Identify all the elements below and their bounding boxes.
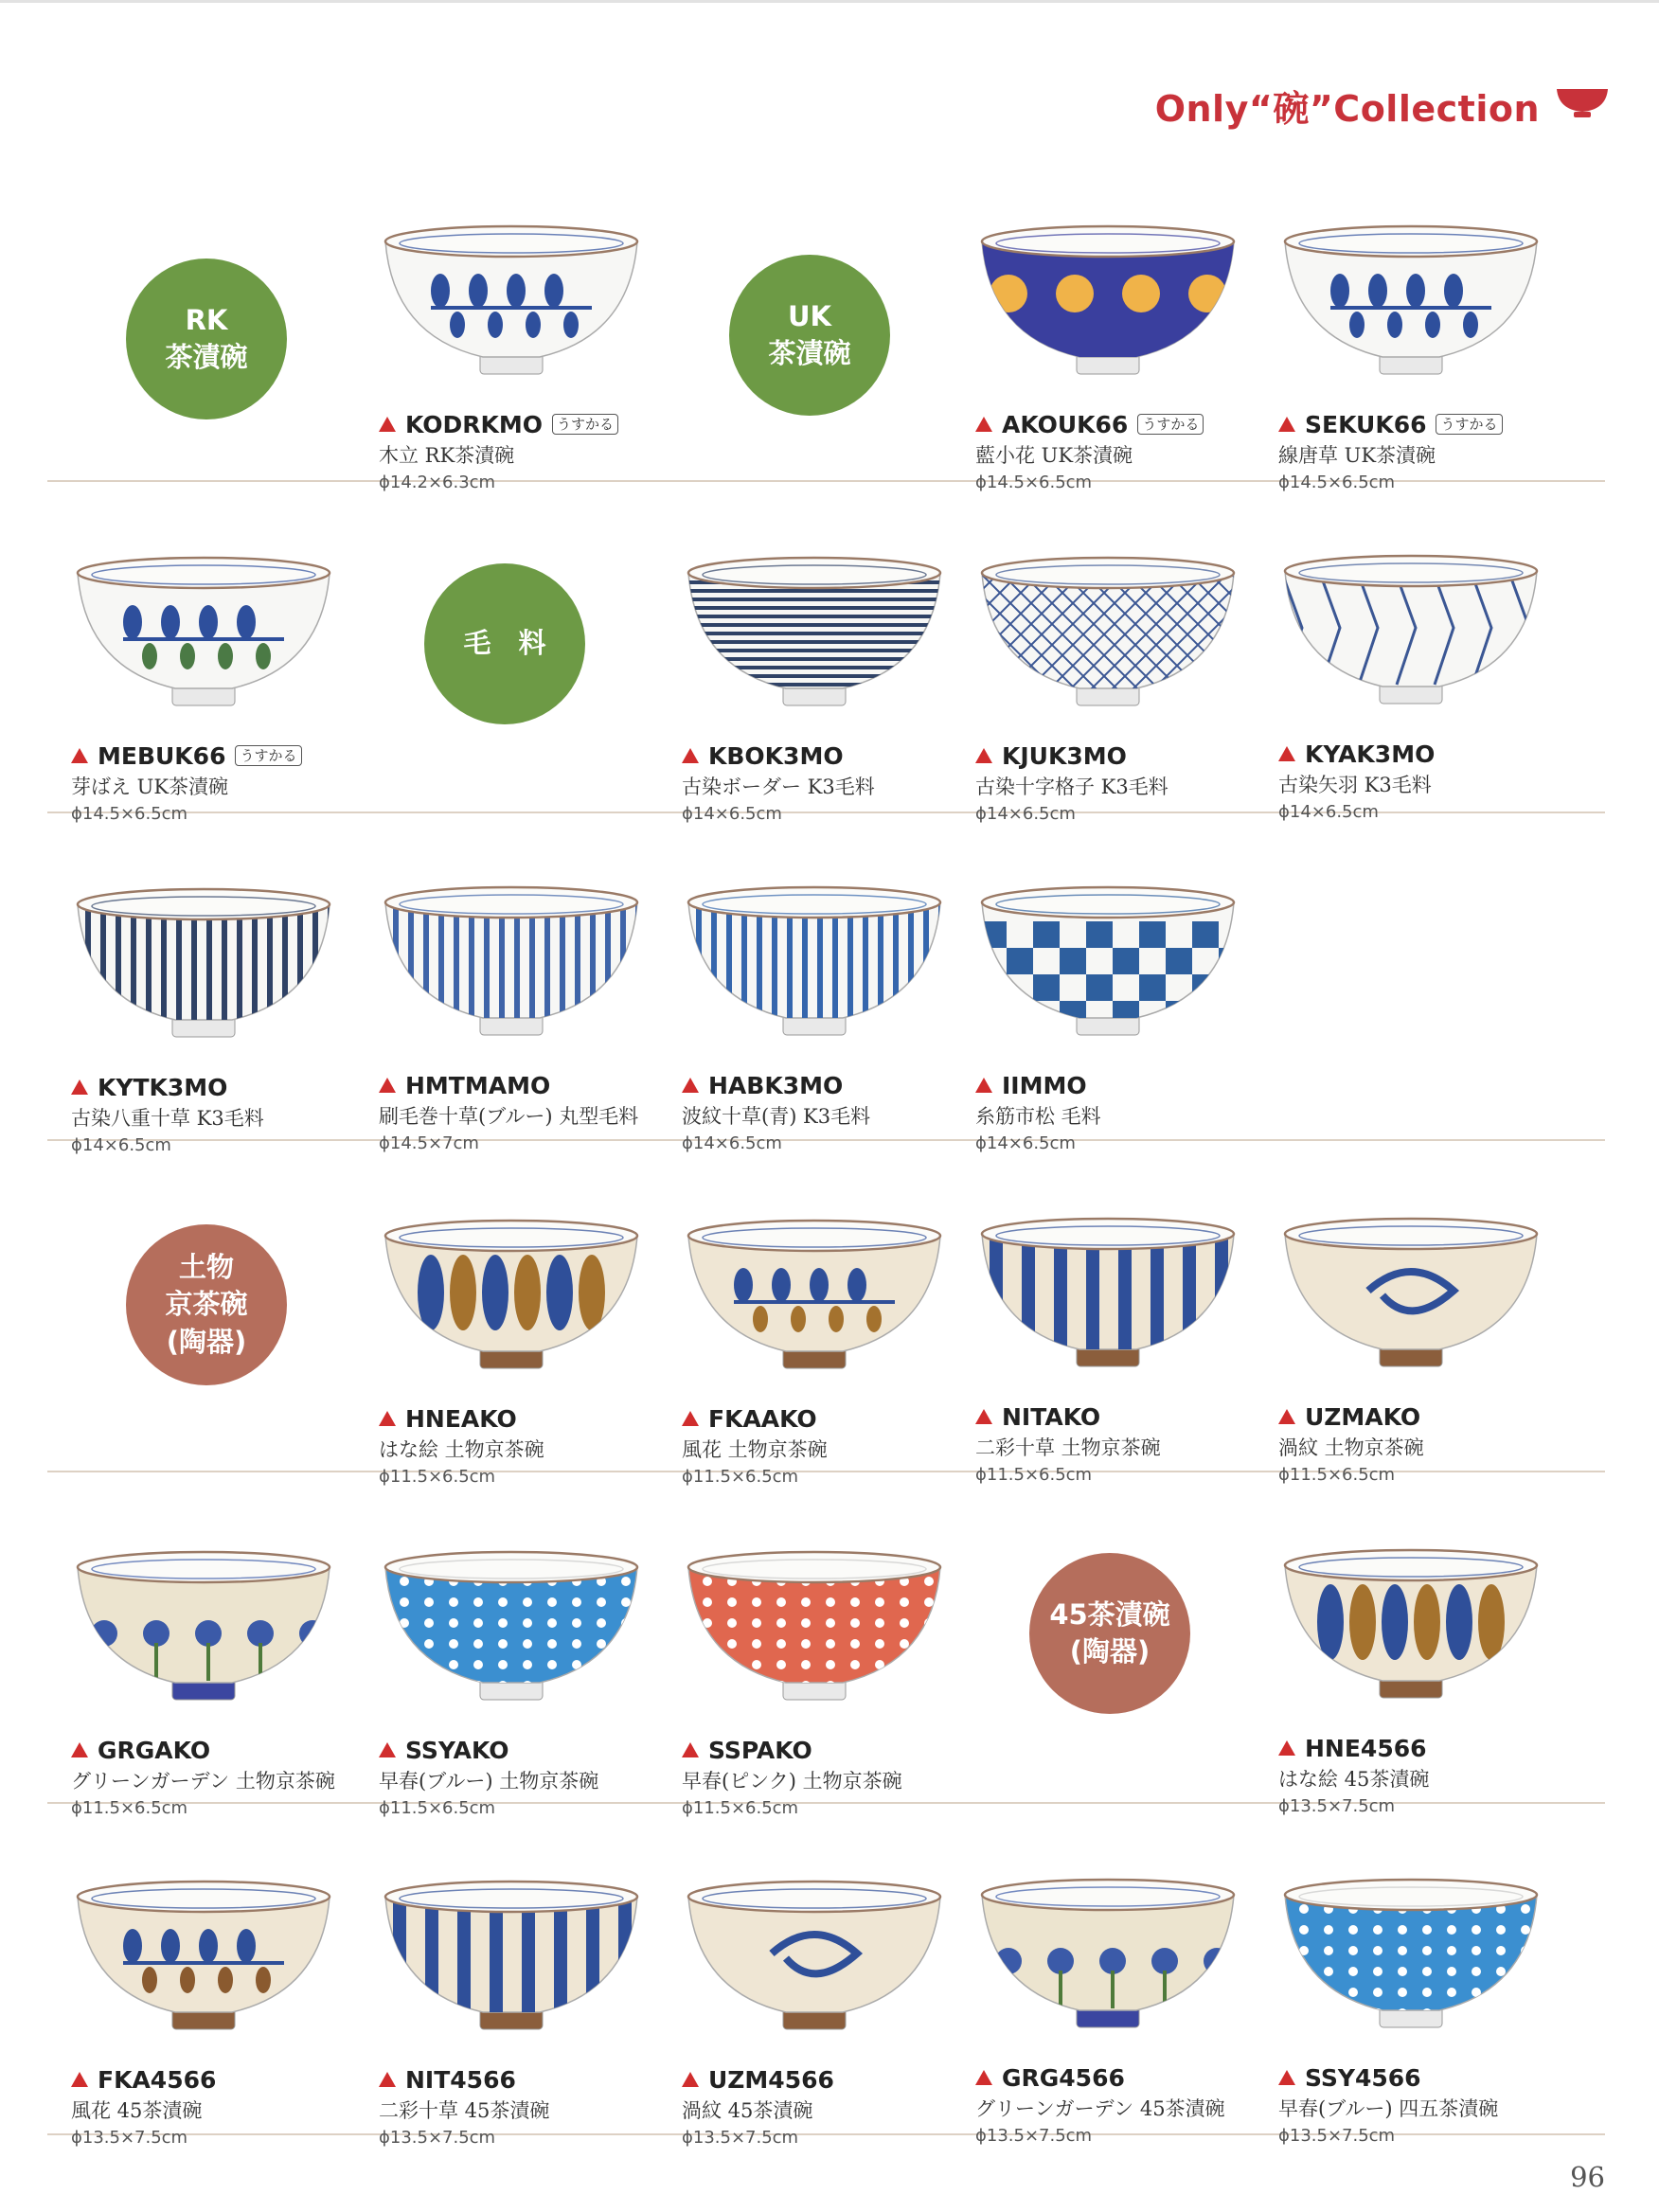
product-code-line: [1278, 410, 1553, 438]
product-code: FKA4566: [98, 2065, 217, 2094]
product-info: [379, 410, 653, 492]
bowl-image: [677, 1859, 952, 2039]
badge-keryo: 毛 料: [424, 563, 585, 724]
product-card[interactable]: [672, 535, 956, 838]
collection-header: [1117, 76, 1610, 133]
bowl-image: [1274, 204, 1548, 384]
product-code-line: [71, 1073, 346, 1101]
product-info: [379, 1736, 653, 1818]
product-card[interactable]: [672, 865, 956, 1168]
product-size: ϕ14.5×7cm: [379, 1133, 479, 1153]
product-code-line: [975, 410, 1250, 438]
product-code: UZMAKO: [1305, 1402, 1421, 1431]
red-triangle-icon: [975, 417, 992, 432]
product-name: 二彩十草 45茶漬碗: [379, 2099, 550, 2122]
red-triangle-icon: [379, 417, 396, 432]
product-name: 渦紋 土物京茶碗: [1278, 1436, 1424, 1459]
product-code-line: [71, 741, 346, 770]
red-triangle-icon: [379, 1742, 396, 1757]
product-name: 芽ばえ UK茶漬碗: [71, 776, 229, 798]
product-info: [379, 2065, 653, 2148]
product-code-line: [379, 1404, 653, 1433]
product-info: [1278, 1402, 1553, 1485]
product-code-line: [379, 2065, 653, 2094]
bowl-image: [971, 535, 1245, 715]
bowl-image: [374, 1529, 649, 1709]
red-triangle-icon: [379, 2072, 396, 2087]
red-triangle-icon: [682, 748, 699, 763]
product-name: グリーンガーデン 土物京茶碗: [71, 1770, 335, 1793]
product-info: [379, 1071, 653, 1153]
product-size: ϕ11.5×6.5cm: [682, 1467, 799, 1487]
product-card[interactable]: [62, 866, 346, 1169]
product-code: KYAK3MO: [1305, 740, 1436, 768]
product-code: HABK3MO: [708, 1071, 844, 1099]
bowl-image: [374, 204, 649, 384]
red-triangle-icon: [71, 2072, 88, 2087]
bowl-image: [66, 1859, 341, 2039]
product-name: 古染矢羽 K3毛料: [1278, 774, 1432, 796]
product-name: 早春(ピンク) 土物京茶碗: [682, 1770, 902, 1793]
product-name: 古染ボーダー K3毛料: [682, 776, 875, 798]
red-triangle-icon: [379, 1078, 396, 1093]
usukaru-badge: うすかる: [235, 745, 301, 766]
product-card[interactable]: [369, 1198, 653, 1501]
product-card[interactable]: [1269, 1196, 1553, 1499]
product-name: 藍小花 UK茶漬碗: [975, 444, 1133, 467]
product-code-line: [975, 1402, 1250, 1431]
bowl-image: [1274, 1527, 1548, 1707]
product-name: 波紋十草(青) K3毛料: [682, 1105, 871, 1128]
product-name: グリーンガーデン 45茶漬碗: [975, 2097, 1225, 2120]
bowl-image: [374, 1198, 649, 1378]
product-code: SSY4566: [1305, 2063, 1421, 2092]
product-size: ϕ13.5×7.5cm: [1278, 1796, 1396, 1816]
product-info: [71, 2065, 346, 2148]
red-triangle-icon: [71, 1079, 88, 1095]
product-info: [1278, 2063, 1553, 2146]
product-size: ϕ14.5×6.5cm: [1278, 473, 1396, 492]
bowl-image: [1274, 1857, 1548, 2037]
bowl-image: [971, 204, 1245, 384]
product-size: ϕ11.5×6.5cm: [379, 1798, 496, 1818]
product-info: [682, 1071, 956, 1153]
product-info: [975, 1071, 1250, 1153]
bowl-image: [677, 1198, 952, 1378]
product-info: [682, 1404, 956, 1487]
product-code: HNE4566: [1305, 1734, 1427, 1762]
product-name: 早春(ブルー) 四五茶漬碗: [1278, 2097, 1499, 2120]
product-code-line: [682, 741, 956, 770]
red-triangle-icon: [975, 2070, 992, 2085]
bowl-image: [677, 1529, 952, 1709]
product-code: NITAKO: [1002, 1402, 1101, 1431]
product-code: FKAAKO: [708, 1404, 817, 1433]
product-code-line: [682, 1736, 956, 1764]
product-card[interactable]: [1269, 1527, 1553, 1830]
product-info: [71, 741, 346, 824]
product-info: [975, 741, 1250, 824]
product-code-line: [682, 1404, 956, 1433]
product-name: 線唐草 UK茶漬碗: [1278, 444, 1436, 467]
usukaru-badge: うすかる: [1436, 414, 1502, 435]
product-card[interactable]: [1269, 533, 1553, 836]
product-name: 糸筋市松 毛料: [975, 1105, 1101, 1128]
product-info: [975, 2063, 1250, 2146]
product-code-line: [682, 2065, 956, 2094]
product-code-line: [379, 1736, 653, 1764]
product-code: AKOUK66: [1002, 410, 1129, 438]
product-code: IIMMO: [1002, 1071, 1087, 1099]
product-code: MEBUK66: [98, 741, 226, 770]
product-code: UZM4566: [708, 2065, 834, 2094]
bowl-image: [677, 535, 952, 715]
badge-rk: RK 茶漬碗: [126, 259, 287, 419]
product-code-line: [975, 1071, 1250, 1099]
product-code-line: [975, 741, 1250, 770]
product-card[interactable]: [966, 535, 1250, 838]
red-triangle-icon: [682, 1078, 699, 1093]
product-card[interactable]: [62, 1529, 346, 1832]
product-card[interactable]: [1269, 204, 1553, 507]
red-triangle-icon: [379, 1411, 396, 1426]
usukaru-badge: うすかる: [1137, 414, 1204, 435]
product-code: GRG4566: [1002, 2063, 1125, 2092]
red-triangle-icon: [975, 1409, 992, 1424]
product-name: 木立 RK茶漬碗: [379, 444, 515, 467]
product-name: はな絵 45茶漬碗: [1278, 1768, 1430, 1791]
red-triangle-icon: [1278, 2070, 1295, 2085]
product-code-line: [682, 1071, 956, 1099]
badge-uk: UK 茶漬碗: [729, 255, 890, 416]
product-info: [975, 1402, 1250, 1485]
product-size: ϕ13.5×7.5cm: [71, 2128, 188, 2148]
page-number: 96: [1570, 2161, 1605, 2193]
product-code: KBOK3MO: [708, 741, 844, 770]
product-size: ϕ14.5×6.5cm: [71, 804, 188, 824]
bowl-image: [374, 1859, 649, 2039]
product-card[interactable]: [966, 1857, 1250, 2160]
product-size: ϕ11.5×6.5cm: [1278, 1465, 1396, 1485]
product-card[interactable]: [62, 535, 346, 838]
product-info: [975, 410, 1250, 492]
top-border: [0, 0, 1659, 3]
product-code-line: [71, 1736, 346, 1764]
product-size: ϕ13.5×7.5cm: [682, 2128, 799, 2148]
product-code: SSYAKO: [405, 1736, 509, 1764]
product-code: HNEAKO: [405, 1404, 517, 1433]
red-triangle-icon: [975, 1078, 992, 1093]
product-name: 古染十字格子 K3毛料: [975, 776, 1168, 798]
product-code-line: [71, 2065, 346, 2094]
bowl-image: [1274, 533, 1548, 713]
product-code: NIT4566: [405, 2065, 516, 2094]
product-code-line: [975, 2063, 1250, 2092]
badge-tsuchimono: 土物 京茶碗 (陶器): [126, 1224, 287, 1385]
product-name: 風花 土物京茶碗: [682, 1438, 828, 1461]
product-card[interactable]: [62, 1859, 346, 2162]
red-triangle-icon: [682, 2072, 699, 2087]
product-size: ϕ13.5×7.5cm: [379, 2128, 496, 2148]
product-size: ϕ14×6.5cm: [1278, 802, 1379, 822]
product-size: ϕ14×6.5cm: [975, 804, 1076, 824]
product-code-line: [1278, 1402, 1553, 1431]
product-card[interactable]: [1269, 1857, 1553, 2160]
product-code: GRGAKO: [98, 1736, 211, 1764]
product-code: KYTK3MO: [98, 1073, 228, 1101]
red-triangle-icon: [1278, 746, 1295, 761]
red-triangle-icon: [71, 1742, 88, 1757]
product-info: [682, 1736, 956, 1818]
bowl-image: [971, 865, 1245, 1044]
product-code: SEKUK66: [1305, 410, 1427, 438]
product-info: [682, 741, 956, 824]
product-card[interactable]: [672, 1529, 956, 1832]
usukaru-badge: うすかる: [552, 414, 618, 435]
red-triangle-icon: [1278, 1409, 1295, 1424]
product-card[interactable]: [966, 1196, 1250, 1499]
product-card[interactable]: [672, 1859, 956, 2162]
product-size: ϕ14×6.5cm: [71, 1135, 171, 1155]
product-size: ϕ11.5×6.5cm: [71, 1798, 188, 1818]
product-code: HMTMAMO: [405, 1071, 551, 1099]
product-code-line: [379, 1071, 653, 1099]
product-size: ϕ14×6.5cm: [682, 804, 782, 824]
product-size: ϕ13.5×7.5cm: [1278, 2126, 1396, 2146]
bowl-image: [66, 535, 341, 715]
product-name: 刷毛巻十草(ブルー) 丸型毛料: [379, 1105, 639, 1128]
product-card[interactable]: [369, 865, 653, 1168]
product-card[interactable]: [966, 204, 1250, 507]
product-code: KJUK3MO: [1002, 741, 1127, 770]
bowl-image: [66, 866, 341, 1046]
bowl-image: [677, 865, 952, 1044]
product-card[interactable]: [369, 204, 653, 507]
product-card[interactable]: [369, 1859, 653, 2162]
product-name: はな絵 土物京茶碗: [379, 1438, 544, 1461]
product-info: [71, 1073, 346, 1155]
red-triangle-icon: [71, 748, 88, 763]
product-info: [1278, 1734, 1553, 1816]
bowl-image: [971, 1196, 1245, 1376]
product-size: ϕ14.2×6.3cm: [379, 473, 496, 492]
bowl-image: [971, 1857, 1245, 2037]
bowl-logo-icon: [1555, 81, 1610, 119]
bowl-image: [374, 865, 649, 1044]
product-info: [1278, 410, 1553, 492]
product-card[interactable]: [369, 1529, 653, 1832]
red-triangle-icon: [1278, 417, 1295, 432]
product-code: KODRKMO: [405, 410, 544, 438]
product-card[interactable]: [966, 865, 1250, 1168]
red-triangle-icon: [682, 1742, 699, 1757]
product-size: ϕ14.5×6.5cm: [975, 473, 1093, 492]
bowl-image: [1274, 1196, 1548, 1376]
product-code-line: [1278, 1734, 1553, 1762]
product-code: SSPAKO: [708, 1736, 812, 1764]
product-size: ϕ11.5×6.5cm: [682, 1798, 799, 1818]
product-size: ϕ14×6.5cm: [682, 1133, 782, 1153]
product-name: 二彩十草 土物京茶碗: [975, 1436, 1161, 1459]
bowl-image: [66, 1529, 341, 1709]
product-code-line: [379, 410, 653, 438]
product-code-line: [1278, 740, 1553, 768]
red-triangle-icon: [682, 1411, 699, 1426]
product-name: 風花 45茶漬碗: [71, 2099, 203, 2122]
product-size: ϕ11.5×6.5cm: [975, 1465, 1093, 1485]
product-size: ϕ11.5×6.5cm: [379, 1467, 496, 1487]
product-info: [71, 1736, 346, 1818]
product-size: ϕ14×6.5cm: [975, 1133, 1076, 1153]
product-size: ϕ13.5×7.5cm: [975, 2126, 1093, 2146]
badge-45-chazuke: 45茶漬碗 (陶器): [1029, 1553, 1190, 1714]
red-triangle-icon: [1278, 1740, 1295, 1756]
product-name: 早春(ブルー) 土物京茶碗: [379, 1770, 599, 1793]
product-code-line: [1278, 2063, 1553, 2092]
product-info: [1278, 740, 1553, 822]
product-info: [682, 2065, 956, 2148]
product-name: 渦紋 45茶漬碗: [682, 2099, 813, 2122]
product-card[interactable]: [672, 1198, 956, 1501]
product-info: [379, 1404, 653, 1487]
collection-title: Only“碗”Collection: [1154, 88, 1540, 130]
red-triangle-icon: [975, 748, 992, 763]
product-name: 古染八重十草 K3毛料: [71, 1107, 264, 1130]
